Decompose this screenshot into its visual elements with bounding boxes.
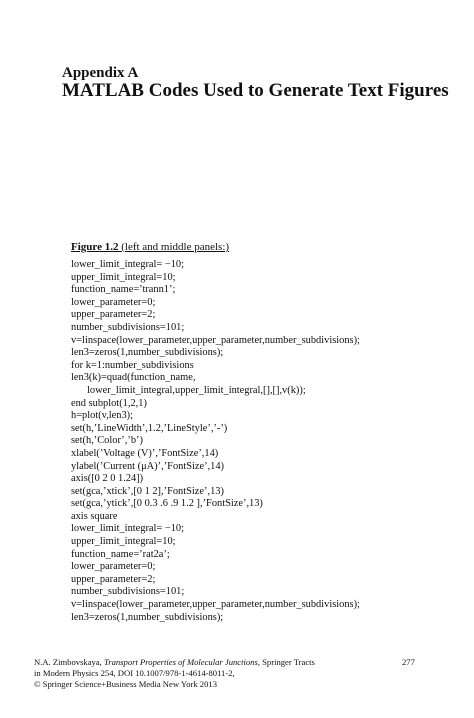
code-line: for k=1:number_subdivisions — [71, 359, 194, 371]
code-line: function_name=’rat2a’; — [71, 548, 170, 560]
code-line: axis([0 2 0 1.24]) — [71, 473, 144, 485]
code-line: lower_limit_integral= −10; — [71, 523, 185, 535]
page-number: 277 — [402, 657, 415, 667]
code-line: number_subdivisions=101; — [71, 321, 185, 333]
footer — [34, 657, 315, 690]
figure-caption — [71, 241, 229, 253]
code-line: h=plot(v,len3); — [71, 410, 134, 422]
code-line: len3(k)=quad(function_name, — [71, 372, 196, 384]
code-line: xlabel(’Voltage (V)’,’FontSize’,14) — [71, 447, 219, 459]
code-line: len3=zeros(1,number_subdivisions); — [71, 611, 224, 623]
code-line: v=linspace(lower_parameter,upper_parameter,number_subdivisions); — [71, 334, 360, 346]
figure-caption-text: (left and middle panels:) — [121, 241, 230, 253]
appendix-label: Appendix A — [62, 65, 139, 81]
code-listing — [71, 259, 360, 624]
code-line: set(gca,’ytick’,[0 0.3 .6 .9 1.2 ],’FontSize’,13) — [71, 498, 263, 510]
figure-number: Figure 1.2 — [71, 241, 119, 253]
code-line: upper_parameter=2; — [71, 573, 156, 585]
code-line: ylabel(’Current (μA)’,’FontSize’,14) — [71, 460, 225, 472]
footer-line-1: N.A. Zimbovskaya, Transport Properties of Molecular Junctions, Springer Tracts — [34, 657, 315, 667]
code-line: axis square — [71, 510, 118, 522]
code-line: upper_limit_integral=10; — [71, 536, 176, 548]
code-line: function_name=’trann1’; — [71, 284, 176, 296]
footer-line-2: in Modern Physics 254, DOI 10.1007/978-1-4614-8011-2, — [34, 668, 235, 678]
code-line: lower_limit_integral,upper_limit_integral,[],[],v(k)); — [87, 384, 306, 396]
code-line: set(gca,’xtick’,[0 1 2],’FontSize’,13) — [71, 485, 224, 497]
code-line: lower_parameter=0; — [71, 561, 156, 573]
code-line: number_subdivisions=101; — [71, 586, 185, 598]
book-title: Transport Properties of Molecular Junctions — [103, 657, 258, 667]
code-line: set(h,’Color’,’b’) — [71, 435, 143, 447]
code-line: v=linspace(lower_parameter,upper_parameter,number_subdivisions); — [71, 599, 360, 611]
code-line: set(h,’LineWidth’,1.2,’LineStyle’,’-’) — [71, 422, 228, 434]
code-line: lower_limit_integral= −10; — [71, 259, 185, 270]
code-line: len3=zeros(1,number_subdivisions); — [71, 347, 224, 359]
code-line: upper_parameter=2; — [71, 309, 156, 321]
footer-line-3: © Springer Science+Business Media New York 2013 — [34, 679, 217, 689]
code-line: lower_parameter=0; — [71, 296, 156, 308]
code-line: upper_limit_integral=10; — [71, 271, 176, 283]
code-line: end subplot(1,2,1) — [71, 397, 147, 409]
appendix-title: MATLAB Codes Used to Generate Text Figures — [62, 80, 449, 101]
